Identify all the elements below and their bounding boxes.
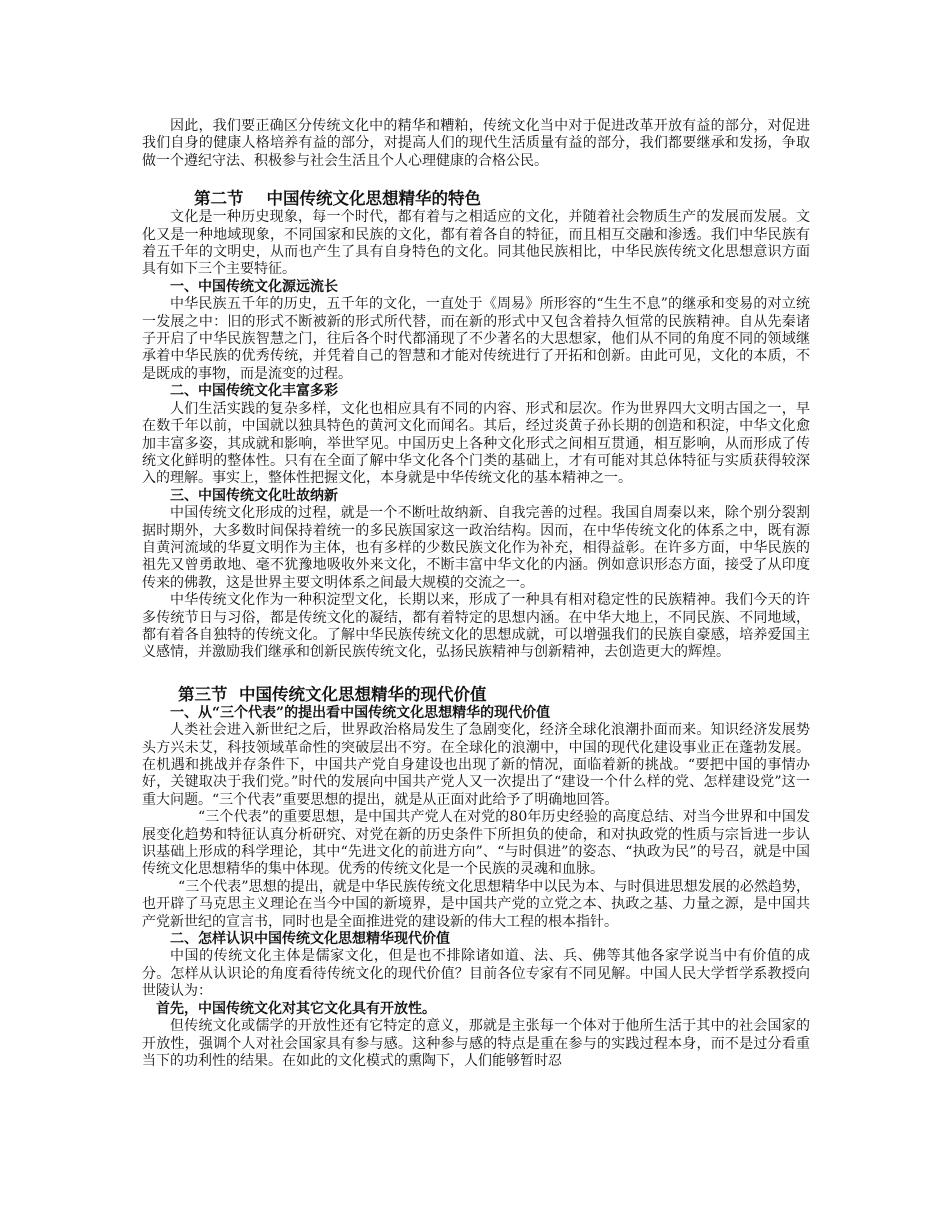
paragraph: 人们生活实践的复杂多样，文化也相应具有不同的内容、形式和层次。作为世界四大文明古国之一，早在数千年以前，中国就以独具特色的黄河文化而闻名。其后，经过炎黄子孙长期的创造和积淀，中华文化愈加丰富多姿，其成就和影响，举世罕见。中国历史上各种文化形式之间相互贯通，相互影响，从而形成了传统文化鲜明的整体性。只有在全面了解中华文化各个门类的基础上，才有可能对其总体特征与实质获得较深入的理解。事实上，整体性把握文化，本身就是中华传统文化的基本精神之一。 xyxy=(142,400,810,487)
subsection-heading: 一、从“三个代表”的提出看中国传统文化思想精华的现代价值 xyxy=(170,704,551,721)
paragraph: 中国的传统文化主体是儒家文化，但是也不排除诸如道、法、兵、佛等其他各家学说当中有价值的成分。怎样从认识论的角度看待传统文化的现代价值？目前各位专家有不同见解。中国人民大学哲学系教授向世陵认为： xyxy=(142,948,810,1000)
paragraph: 但传统文化或儒学的开放性还有它特定的意义，那就是主张每一个体对于他所生活于其中的社会国家的开放性，强调个人对社会国家具有参与感。这种参与感的特点是重在参与的实践过程本身，而不是过分看重当下的功利性的结果。在如此的文化模式的熏陶下，人们能够暂时忍 xyxy=(142,1018,810,1069)
paragraph: 中华民族五千年的历史，五千年的文化，一直处于《周易》所形容的“生生不息”的继承和变易的对立统一发展之中：旧的形式不断被新的形式所代替，而在新的形式中又包含着持久恒常的民族精神。自从先秦诸子开启了中华民族智慧之门，往后各个时代都涌现了不少著名的大思想家，他们从不同的角度不同的领域继承着中华民族的优秀传统，并凭着自己的智慧和才能对传统进行了开拓和创新。由此可见，文化的本质，不是既成的事物，而是流变的过程。 xyxy=(142,296,810,382)
paragraph: 文化是一种历史现象，每一个时代，都有着与之相适应的文化，并随着社会物质生产的发展而发展。文化又是一种地域现象，不同国家和民族的文化，都有着各自的特征，而且相互交融和渗透。我们中华民族有着五千年的文明史，从而也产生了具有自身特色的文化。同其他民族相比，中华民族传统文化思想意识方面具有如下三个主要特征。 xyxy=(142,209,810,278)
section-heading: 第三节 中国传统文化思想精华的现代价值 xyxy=(178,684,487,704)
paragraph: 因此，我们要正确区分传统文化中的精华和糟粕，传统文化当中对于促进改革开放有益的部分，对促进我们自身的健康人格培养有益的部分，对提高人们的现代生活质量有益的部分，我们都要继承和发扬，争取做一个遵纪守法、积极参与社会生活且个人心理健康的合格公民。 xyxy=(142,118,810,169)
paragraph: 人类社会进入新世纪之后，世界政治格局发生了急剧变化，经济全球化浪潮扑面而来。知识经济发展势头方兴未艾，科技领域革命性的突破层出不穷。在全球化的浪潮中，中国的现代化建设事业正在蓬勃发展。在机遇和挑战并存条件下，中国共产党自身建设也出现了新的情况，面临着新的挑战。“要把中国的事情办好，关键取决于我们党。”时代的发展向中国共产党人又一次提出了“建设一个什么样的党、怎样建设党”这一重大问题。“三个代表”重要思想的提出，就是从正面对此给予了明确地回答。 xyxy=(142,722,810,808)
subsection-heading: 三、中国传统文化吐故纳新 xyxy=(170,487,338,504)
subsection-heading: 二、怎样认识中国传统文化思想精华现代价值 xyxy=(170,931,450,948)
subsection-heading: 二、中国传统文化丰富多彩 xyxy=(170,383,338,400)
subsection-heading: 一、中国传统文化源远流长 xyxy=(170,278,338,295)
paragraph: 中国传统文化形成的过程，就是一个不断吐故纳新、自我完善的过程。我国自周秦以来，除个别分裂割据时期外，大多数时间保持着统一的多民族国家这一政治结构。因而，在中华传统文化的体系之中，既有源自黄河流域的华夏文明作为主体，也有多样的少数民族文化作为补充，相得益彰。在许多方面，中华民族的祖先又曾勇敢地、毫不犹豫地吸收外来文化，不断丰富中华文化的内涵。例如意识形态方面，接受了从印度传来的佛教，这是世界主要文明体系之间最大规模的交流之一。 xyxy=(142,505,810,591)
document-page xyxy=(142,118,810,1070)
paragraph: 中华传统文化作为一种积淀型文化，长期以来，形成了一种具有相对稳定性的民族精神。我们今天的许多传统节日与习俗，都是传统文化的凝结，都有着特定的思想内涵。在中华大地上，不同民族、不同地域，都有着各自独特的传统文化。了解中华民族传统文化的思想成就，可以增强我们的民族自豪感，培养爱国主义感情，并激励我们继承和创新民族传统文化，弘扬民族精神与创新精神，去创造更大的辉煌。 xyxy=(142,592,810,661)
section-heading: 第二节 中国传统文化思想精华的特色 xyxy=(194,189,481,209)
paragraph: “三个代表”思想的提出，就是中华民族传统文化思想精华中以民为本、与时俱进思想发展的必然趋势，也开辟了马克思主义理论在当今中国的新境界，是中国共产党的立党之本、执政之基、力量之源，是中国共产党新世纪的宣言书，同时也是全面推进党的建设新的伟大工程的根本指针。 xyxy=(142,878,810,930)
paragraph: “三个代表”的重要思想，是中国共产党人在对党的80年历史经验的高度总结、对当今世界和中国发展变化趋势和特征认真分析研究、对党在新的历史条件下所担负的使命，和对执政党的性质与宗旨进一步认识基础上形成的科学理论，其中“先进文化的前进方向”、“与时俱进”的姿态、“执政为民”的号召，就是中国传统文化思想精华的集中体现。优秀的传统文化是一个民族的灵魂和血脉。 xyxy=(142,809,810,878)
subsection-heading: 首先，中国传统文化对其它文化具有开放性。 xyxy=(156,1000,436,1017)
